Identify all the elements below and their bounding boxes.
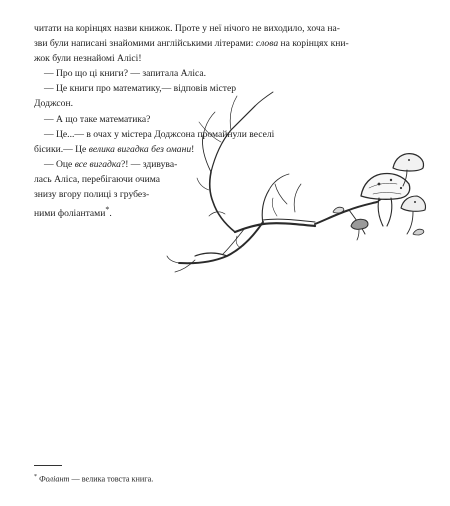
footnote-definition: — велика товста книга. [69, 474, 154, 484]
line-text: знизу вгору полиці з грубез- [34, 189, 150, 201]
emphasis-text: все вигадка [74, 158, 121, 170]
branch-mushrooms-illustration [165, 84, 430, 274]
footnote-term: Фоліант [39, 474, 70, 484]
footnote [34, 472, 153, 485]
emphasis-text: велика вигадка без омани [88, 143, 192, 155]
line-text: Доджсон. [34, 98, 73, 110]
line-text: жок були незнайомі Алісі! [34, 53, 142, 65]
text-line-2 [34, 36, 418, 51]
line-text: лась Аліса, перебігаючи очима [34, 173, 161, 185]
line-text: — Це...— в очах у містера Доджсона промайнули веселі [44, 128, 275, 140]
line-text: на корінцях кни- [278, 38, 349, 50]
text-line-1 [34, 21, 418, 36]
footnote-marker: * [34, 474, 37, 480]
line-text: ними фоліантами [34, 208, 106, 220]
line-text: зви були написані знайомими англійськими літерами: [34, 38, 256, 50]
footnote-marker: * [105, 205, 110, 215]
footnote-divider [34, 465, 62, 466]
line-text: . [109, 208, 112, 220]
line-text: ! [191, 143, 195, 155]
line-text: — А що таке математика? [44, 113, 151, 125]
text-line-4 [34, 66, 418, 81]
line-text: ?! — здивува- [120, 158, 178, 170]
emphasis-text: слова [255, 38, 279, 50]
line-text: читати на корінцях назви книжок. Проте у неї нічого не виходило, хоча на- [34, 23, 340, 34]
line-text: — Про що ці книги? — запитала Аліса. [44, 68, 207, 80]
line-text: — Оце [44, 158, 75, 170]
line-text: — Це книги про математику,— відповів містер [44, 83, 237, 95]
line-text: бісики.— Це [34, 143, 89, 155]
text-line-3 [34, 51, 418, 66]
